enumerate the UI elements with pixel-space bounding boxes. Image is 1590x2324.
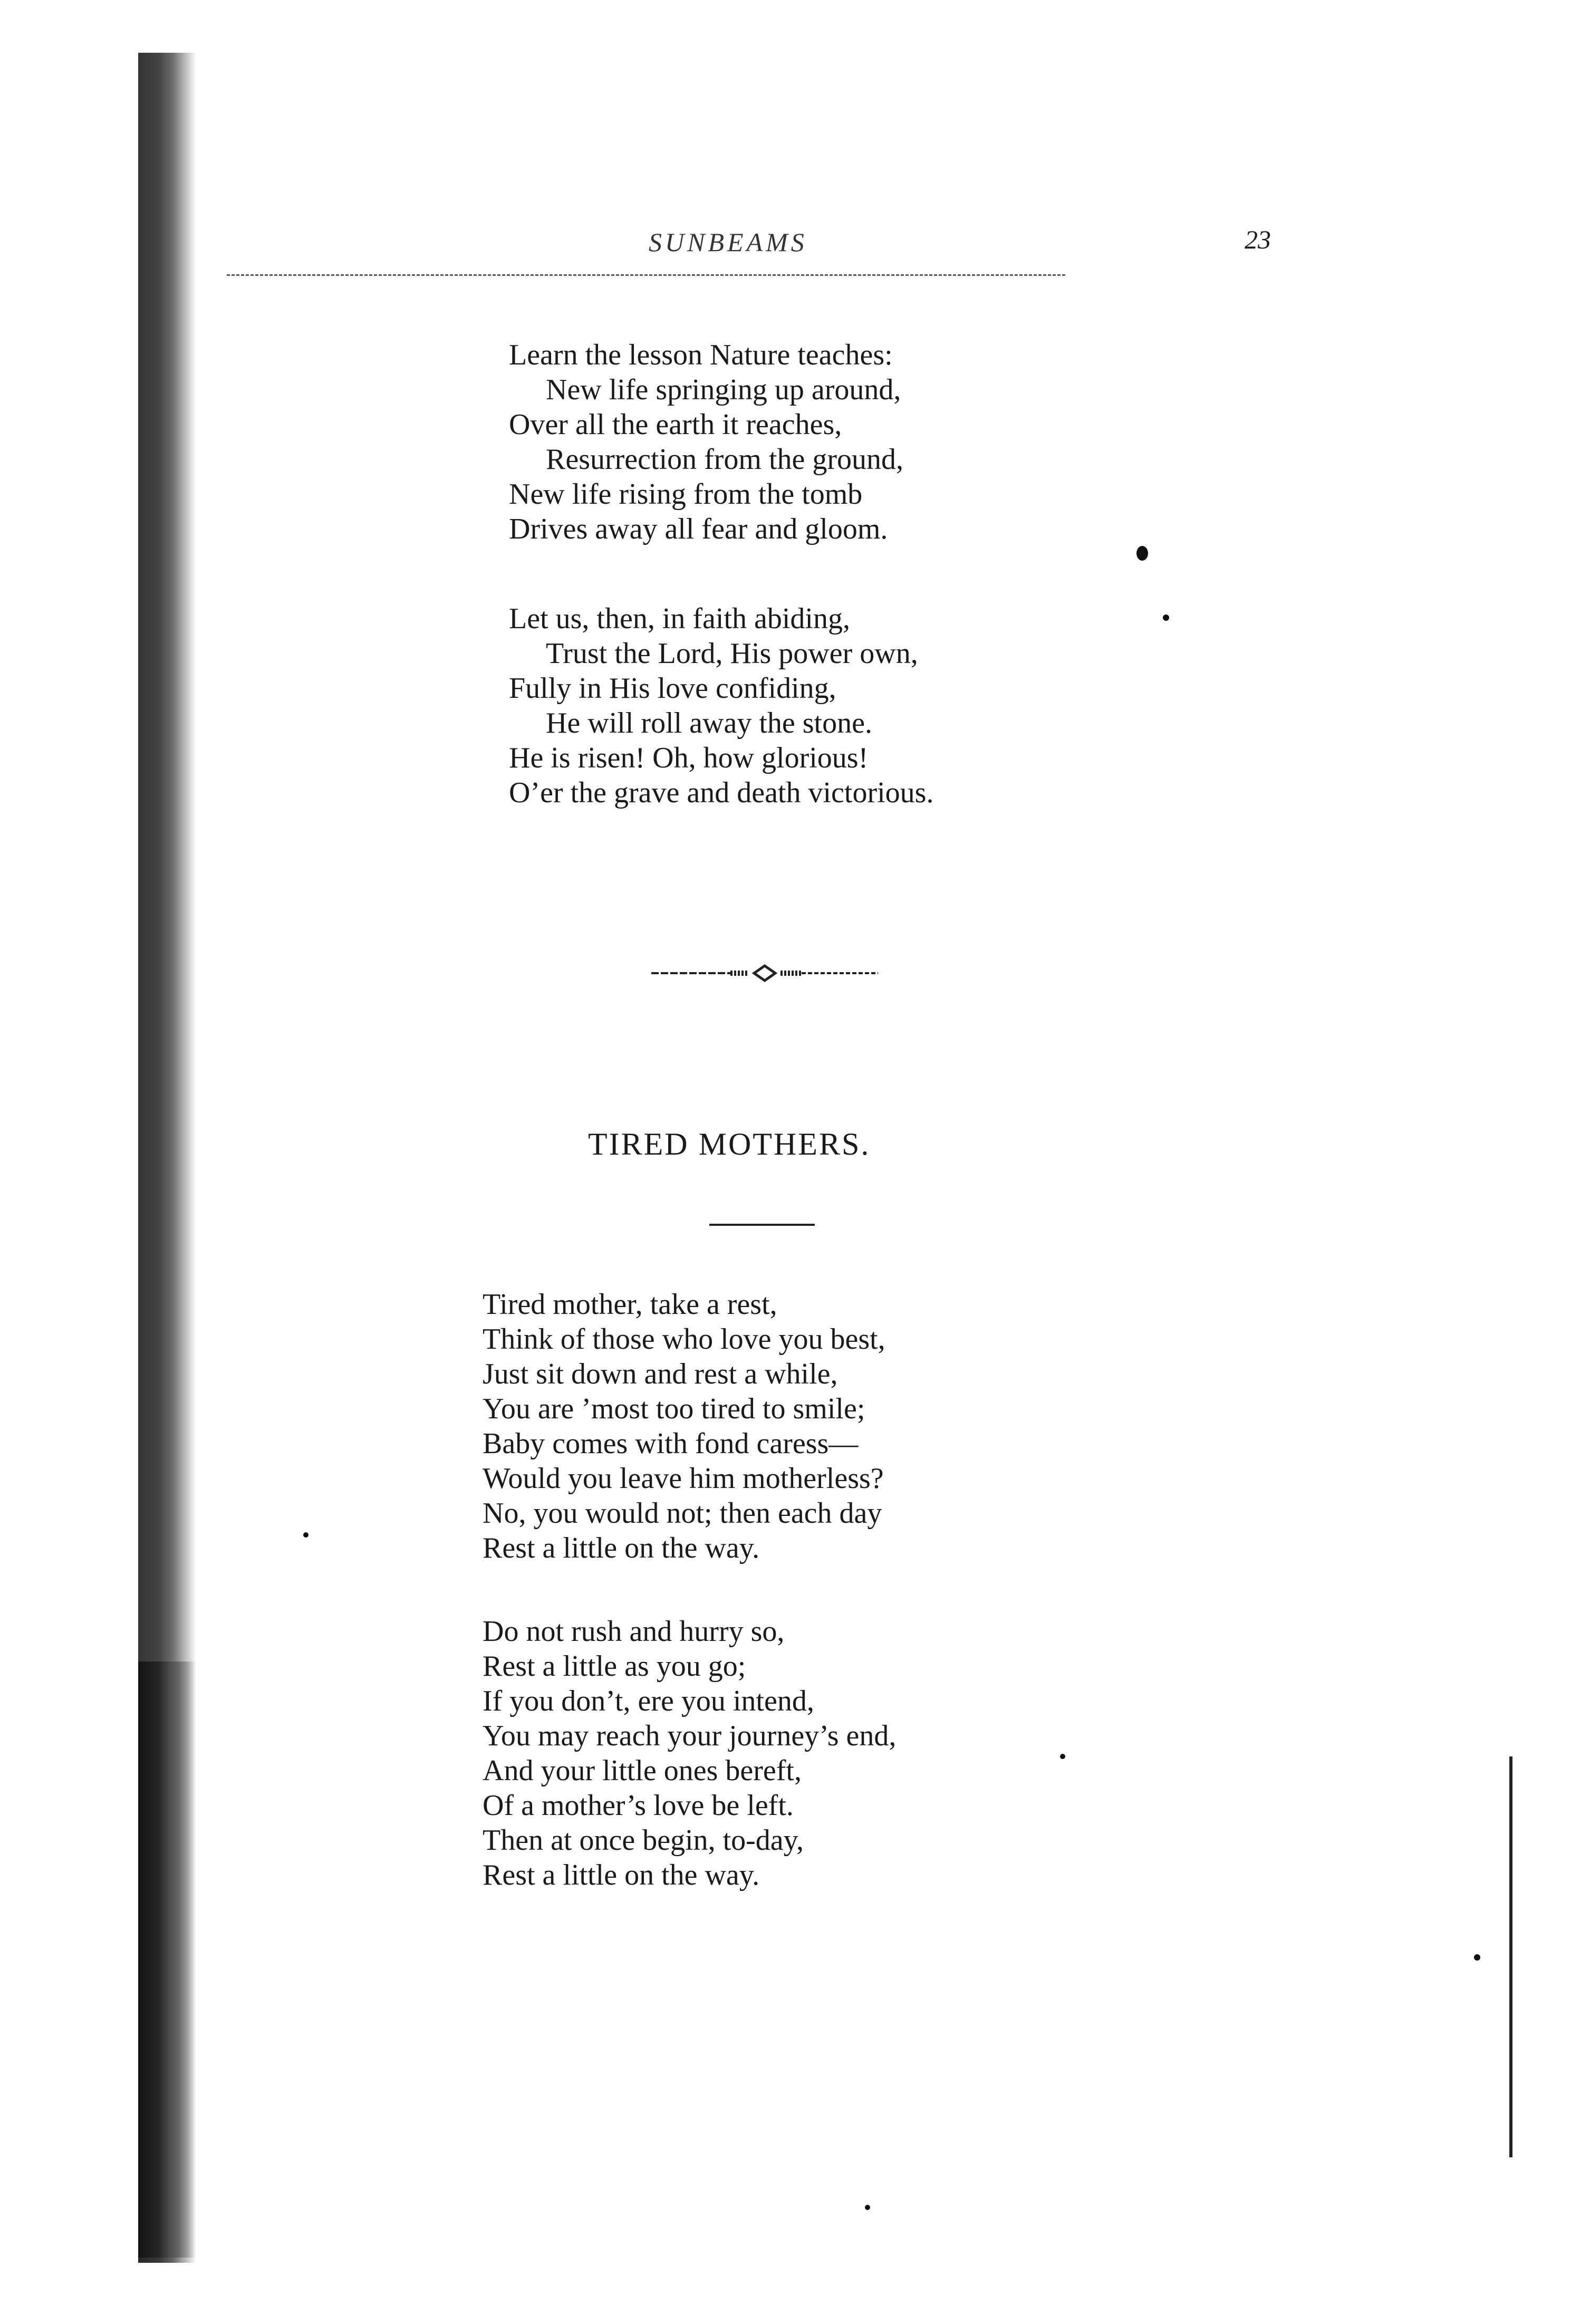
poem-line: You are ’most too tired to smile; [483,1393,865,1425]
poem-title: TIRED MOTHERS. [588,1127,871,1161]
poem-line: Resurrection from the ground, [546,443,904,476]
scan-speck [303,1532,309,1538]
poem-line: You may reach your journey’s end, [483,1720,897,1752]
header-rule [227,274,1065,276]
scan-speck [865,2205,870,2210]
poem-line: Let us, then, in faith abiding, [509,602,850,635]
poem-stanza [509,338,903,546]
poem-line: New life rising from the tomb [509,478,863,511]
poem-line: Then at once begin, to-day, [483,1824,804,1857]
poem-line: Baby comes with fond caress— [483,1427,859,1460]
page-number: 23 [1245,225,1271,254]
poem-line: Just sit down and rest a while, [483,1358,838,1390]
scan-speck [1163,614,1169,621]
poem-line: Rest a little on the way. [483,1859,760,1891]
poem-line: O’er the grave and death victorious. [509,776,934,809]
scan-speck [1474,1954,1480,1961]
poem-line: New life springing up around, [546,373,901,406]
poem-line: Rest a little as you go; [483,1650,746,1683]
poem-line: Over all the earth it reaches, [509,408,842,441]
poem-line: Tired mother, take a rest, [483,1288,777,1321]
scan-speck [1136,546,1148,561]
poem-line: No, you would not; then each day [483,1497,882,1530]
poem-line: Of a mother’s love be left. [483,1789,794,1822]
ornament-divider [651,963,878,984]
poem-line: Rest a little on the way. [483,1532,760,1564]
poem-line: Fully in His love confiding, [509,672,836,705]
page-edge-mark [1509,1756,1512,2157]
poem-line: Trust the Lord, His power own, [546,637,918,670]
poem-line: He is risen! Oh, how glorious! [509,742,869,774]
scan-speck [1060,1754,1065,1759]
poem-line: Do not rush and hurry so, [483,1615,785,1648]
poem-line: Learn the lesson Nature teaches: [509,339,893,371]
poem-stanza [483,1614,896,1893]
poem-stanza [483,1287,885,1566]
poem-line: And your little ones bereft, [483,1754,802,1787]
poem-stanza [509,601,933,810]
poem-line: Would you leave him motherless? [483,1462,884,1495]
poem-line: If you don’t, ere you intend, [483,1685,814,1717]
binding-shadow-lower [138,1662,196,2263]
poem-line: He will roll away the stone. [546,707,872,740]
poem-line: Think of those who love you best, [483,1323,885,1356]
title-rule [709,1224,815,1226]
running-title: SUNBEAMS [649,227,807,257]
poem-line: Drives away all fear and gloom. [509,513,888,545]
